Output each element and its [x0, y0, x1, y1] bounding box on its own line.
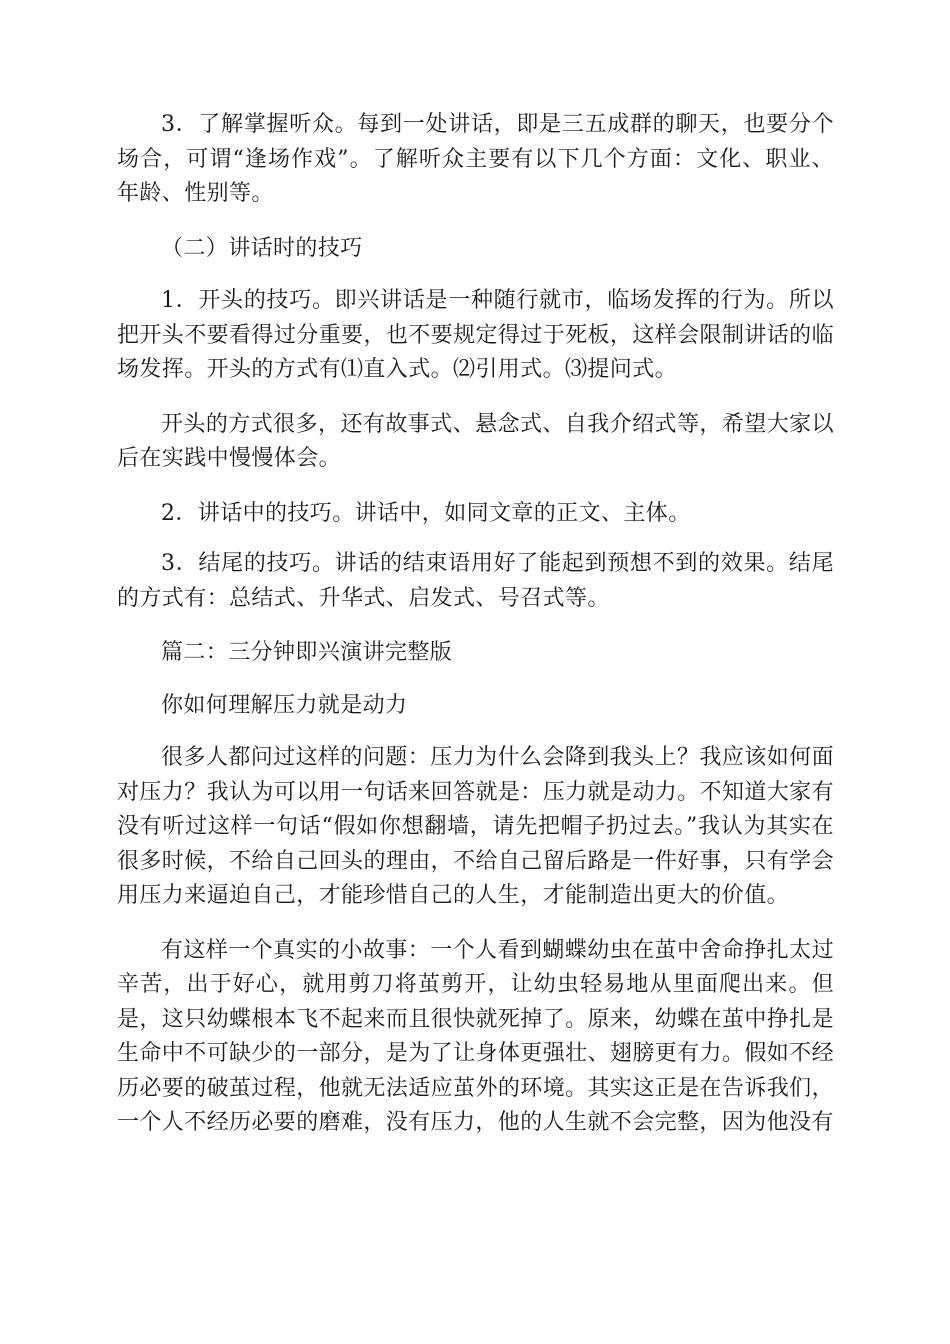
section-heading-speaking-skills: （二）讲话时的技巧 — [161, 235, 363, 261]
speech-title: 你如何理解压力就是动力 — [161, 692, 408, 718]
paragraph-know-audience: 3．了解掌握听众。每到一处讲话，即是三五成群的聊天，也要分个场合，可谓“逢场作戏”。了解听众主要有以下几个方面：文化、职业、年龄、性别等。 — [117, 112, 834, 206]
paragraph-opening-methods: 开头的方式很多，还有故事式、悬念式、自我介绍式等，希望大家以后在实践中慢慢体会。 — [117, 411, 834, 471]
paragraph-middle-skills: 2．讲话中的技巧。讲话中，如同文章的正文、主体。 — [161, 500, 691, 526]
document-page — [117, 108, 834, 1161]
paragraph-pressure-question: 很多人都问过这样的问题：压力为什么会降到我头上？我应该如何面对压力？我认为可以用一句话来回答就是：压力就是动力。不知道大家有没有听过这样一句话“假如你想翻墙，请先把帽子扔过去。”我认为其实在很多时候，不给自己回头的理由，不给自己留后路是一件好事，只有学会用压力来逼迫自己，才能珍惜自己的人生，才能制造出更大的价值。 — [117, 745, 834, 908]
paragraph-opening-skills: 1．开头的技巧。即兴讲话是一种随行就市，临场发挥的行为。所以把开头不要看得过分重要，也不要规定得过于死板，这样会限制讲话的临场发挥。开头的方式有⑴直入式。⑵引用式。⑶提问式。 — [117, 288, 834, 382]
paragraph-ending-skills: 3．结尾的技巧。讲话的结束语用好了能起到预想不到的效果。结尾的方式有：总结式、升华式、启发式、号召式等。 — [117, 551, 834, 611]
article-title-part-two: 篇二：三分钟即兴演讲完整版 — [161, 640, 453, 665]
paragraph-butterfly-story: 有这样一个真实的小故事：一个人看到蝴蝶幼虫在茧中舍命挣扎太过辛苦，出于好心，就用剪刀将茧剪开，让幼虫轻易地从里面爬出来。但是，这只幼蝶根本飞不起来而且很快就死掉了。原来，幼蝶在茧中挣扎是生命中不可缺少的一部分，是为了让身体更强壮、翅膀更有力。假如不经历必要的破茧过程，他就无法适应茧外的环境。其实这正是在告诉我们，一个人不经历必要的磨难，没有压力，他的人生就不会完整，因为他没有 — [117, 937, 834, 1135]
